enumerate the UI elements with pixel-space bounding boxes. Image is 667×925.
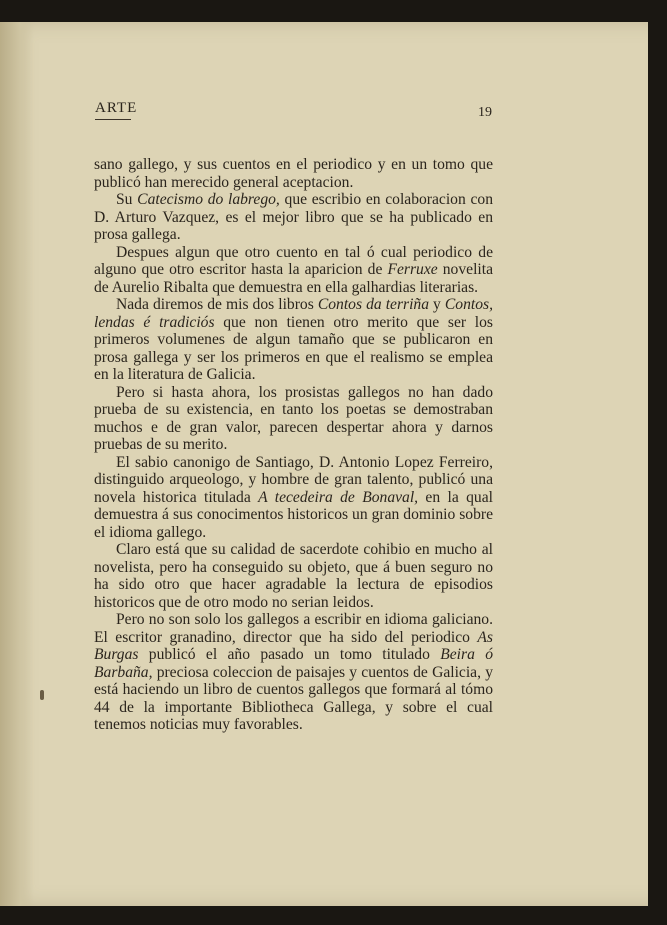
paragraph <box>94 611 493 734</box>
text-run: y <box>429 296 445 313</box>
body-text <box>94 156 493 734</box>
text-run: Su <box>116 191 138 208</box>
text-run: Claro está que su calidad de sacerdote cohibio en mucho al novelista, pero ha conseguido su objeto, que á buen seguro no ha sido otro que hacer agradable la lectura de episodios historicos que de otro modo no serian leidos. <box>94 541 493 611</box>
paragraph <box>94 454 493 542</box>
italic-title: As Burgas <box>94 628 493 663</box>
text-run: novelita de Aurelio Ribalta que demuestra en ella galhardias literarias. <box>94 261 493 296</box>
text-run: Nada diremos de mis dos libros <box>116 296 318 313</box>
running-title-rule <box>95 119 131 120</box>
paragraph <box>94 384 493 454</box>
text-run: en la qual demuestra á sus conocimentos historicos un gran dominio sobre el idioma gallego. <box>94 488 493 541</box>
text-run: Despues algun que otro cuento en tal ó cual periodico de alguno que otro escritor hasta la aparicion de <box>94 243 493 278</box>
paragraph <box>94 191 493 244</box>
italic-title: Beira ó Barbaña, <box>94 646 494 681</box>
paragraph <box>94 296 493 384</box>
text-run: que escribio en colaboracion con D. Arturo Vazquez, es el mejor libro que se ha publicado en prosa gallega. <box>94 191 493 243</box>
running-title <box>95 100 137 120</box>
italic-title: A tecedeira de Bonaval, <box>258 488 419 506</box>
text-run: Pero no son solo los gallegos a escribir en idioma galiciano. El escritor granadino, director que ha sido del periodico <box>94 611 493 646</box>
paragraph <box>94 244 493 297</box>
text-run: El sabio canonigo de Santiago, D. Antonio Lopez Ferreiro, distinguido arqueologo, y hombre de gran talento, publicó una novela historica titulada <box>94 453 493 506</box>
running-title-text: ARTE <box>95 100 138 116</box>
text-run: sano gallego, y sus cuentos en el periodico y en un tomo que publicó han merecido general aceptacion. <box>94 156 493 191</box>
italic-title: Catecismo do labrego, <box>137 191 280 208</box>
text-run: publicó el año pasado un tomo titulado <box>138 646 441 663</box>
paragraph <box>94 541 493 611</box>
page-gutter <box>0 22 34 906</box>
text-run: que non tienen otro merito que ser los primeros volumenes de algun tamaño que se publicaron en prosa gallega y ser los primeros en que el realismo se emplea en la literatura de Galicia. <box>94 313 493 383</box>
italic-title: Contos da terriña <box>317 296 430 313</box>
text-run: Pero si hasta ahora, los prosistas gallegos no han dado prueba de su existencia, en tanto los poetas se demostraban muchos e de gran valor, parecen despertar ahora y darnos pruebas de su merito. <box>94 383 493 453</box>
italic-title: Ferruxe <box>387 261 438 278</box>
margin-mark <box>40 690 44 700</box>
page-number: 19 <box>478 105 492 120</box>
italic-title: Contos, lendas é tradiciós <box>94 296 493 331</box>
book-page <box>0 22 648 906</box>
paragraph <box>94 156 493 191</box>
text-run: preciosa coleccion de paisajes y cuentos de Galicia, y está haciendo un libro de cuentos gallegos que formará al tómo 44 de la importante Bibliotheca Gallega, y sobre el cual tenemos noticias muy favorables. <box>94 663 493 733</box>
